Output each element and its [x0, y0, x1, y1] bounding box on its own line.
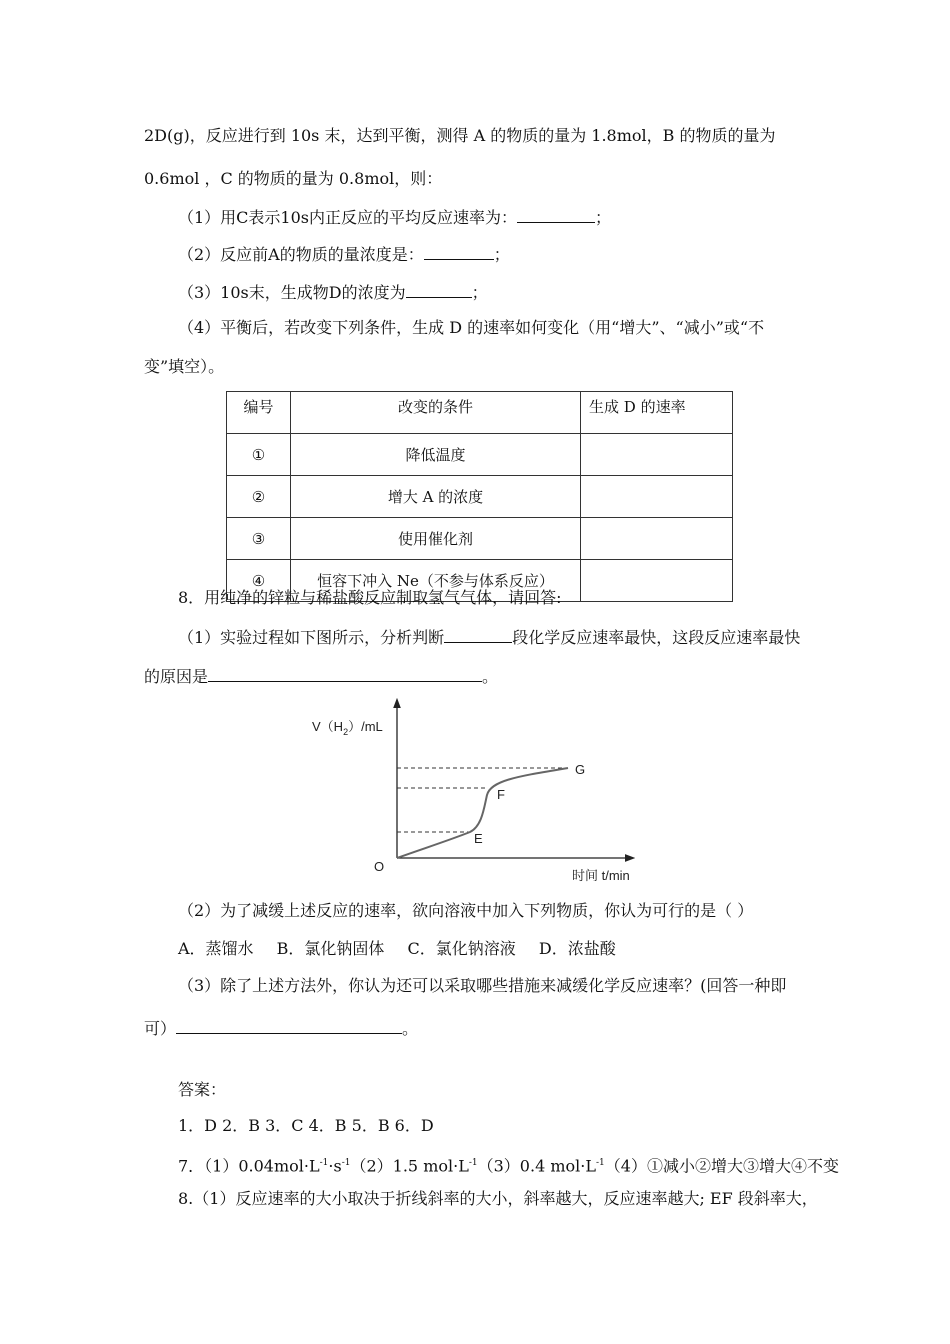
q7-sub1-blank[interactable]: [517, 206, 595, 223]
q7-sub4-line-2: 变”填空）。: [144, 357, 225, 376]
point-label-g: G: [575, 762, 586, 777]
option-c[interactable]: C．氯化钠溶液: [407, 939, 516, 958]
x-axis-label: 时间 t/min: [572, 868, 630, 883]
q7-sub1-end: ；: [595, 208, 612, 227]
q7-sub3-blank[interactable]: [406, 281, 472, 298]
answers-line-3: 8.（1）反应速率的大小取决于折线斜率的大小，斜率越大，反应速率越大; EF 段斜率大，: [178, 1189, 818, 1208]
answer-7-3: （3）0.4 mol·L: [477, 1156, 596, 1176]
option-d[interactable]: D．浓盐酸: [538, 939, 616, 958]
table-cell-number: ①: [227, 434, 291, 476]
answer-7-2: （2）1.5 mol·L: [350, 1156, 469, 1176]
answers-title: 答案：: [178, 1080, 227, 1099]
option-b[interactable]: B．氯化钠固体: [276, 939, 385, 958]
table-cell-number: ④: [227, 560, 291, 602]
table-cell-condition: 使用催化剂: [291, 518, 581, 560]
answer-7-3-exp: -1: [595, 1158, 605, 1168]
answer-7-1: 7．（1）0.04mol·L: [178, 1156, 320, 1176]
table-cell-condition: 降低温度: [291, 434, 581, 476]
answers-line-1: 1．D 2．B 3．C 4．B 5．B 6．D: [178, 1116, 434, 1135]
q8-title: 8．用纯净的锌粒与稀盐酸反应制取氢气气体，请回答:: [178, 588, 562, 607]
q8-sub3-blank[interactable]: [176, 1017, 402, 1034]
q8-sub1-blank-segment[interactable]: [444, 626, 512, 643]
q7-sub2-end: ；: [493, 245, 510, 264]
q8-sub3-text: 可）: [144, 1019, 177, 1038]
table-header-cell: 生成 D 的速率: [581, 392, 733, 434]
q8-sub3-line-2: [144, 1017, 418, 1039]
table-row: [227, 518, 733, 560]
q7-sub1-text: （1）用C表示10s内正反应的平均反应速率为：: [178, 208, 517, 227]
table-cell-number: ②: [227, 476, 291, 518]
q8-sub1-text-c: 的原因是: [144, 667, 209, 686]
table-header-row: [227, 392, 733, 434]
table-header-cell: 编号: [227, 392, 291, 434]
q8-sub1-line-2: [144, 665, 498, 687]
q8-sub2: （2）为了减缓上述反应的速率，欲向溶液中加入下列物质，你认为可行的是（ ）: [178, 901, 754, 920]
table-header-cell: 改变的条件: [291, 392, 581, 434]
table-cell-number: ③: [227, 518, 291, 560]
y-axis-label: $V(H_2)/mL$: [312, 719, 383, 737]
q8-sub3-line-1: （3）除了上述方法外，你认为还可以采取哪些措施来减缓化学反应速率？(回答一种即: [178, 976, 787, 995]
q7-sub4-line-1: （4）平衡后，若改变下列条件，生成 D 的速率如何变化（用“增大”、“减小”或“不: [178, 318, 765, 337]
q8-sub1-line-1: [178, 626, 800, 648]
answer-7-1-unit: ·s: [328, 1156, 342, 1176]
point-label-e: E: [474, 831, 483, 846]
table-cell-answer[interactable]: [581, 518, 733, 560]
q8-sub1-text-a: （1）实验过程如下图所示，分析判断: [178, 628, 445, 647]
condition-table: [226, 391, 733, 602]
answers-line-2: [178, 1153, 839, 1176]
q7-sub1: [178, 206, 611, 228]
q8-sub1-end: 。: [482, 667, 499, 686]
origin-label: O: [374, 859, 385, 874]
q7-line-1: 2D(g)，反应进行到 10s 末，达到平衡，测得 A 的物质的量为 1.8mol，B 的物质的量为: [144, 126, 776, 145]
option-a[interactable]: A．蒸馏水: [178, 939, 254, 958]
q8-sub1-blank-reason[interactable]: [208, 665, 482, 682]
q7-sub3: [178, 281, 488, 303]
table-cell-answer[interactable]: [581, 434, 733, 476]
q7-sub2: [178, 243, 510, 265]
table-cell-condition: 恒容下冲入 Ne（不参与体系反应）: [291, 560, 581, 602]
volume-time-graph: [290, 698, 650, 888]
q7-sub3-text: （3）10s末，生成物D的浓度为: [178, 283, 406, 302]
answer-7-4: （4）①减小②增大③增大④不变: [604, 1156, 839, 1176]
table-cell-condition: 增大 A 的浓度: [291, 476, 581, 518]
q8-sub1-text-b: 段化学反应速率最快，这段反应速率最快: [512, 628, 801, 647]
table-row: [227, 434, 733, 476]
q7-sub3-end: ；: [471, 283, 488, 302]
q8-sub3-end: 。: [402, 1019, 419, 1038]
table-row: [227, 476, 733, 518]
q7-sub2-blank[interactable]: [424, 243, 494, 260]
q7-line-2: 0.6mol ，C 的物质的量为 0.8mol，则：: [144, 169, 443, 188]
answer-7-1-exp: -1: [319, 1158, 329, 1168]
point-label-f: F: [497, 787, 505, 802]
answer-7-1-unit-exp: -1: [341, 1158, 351, 1168]
q8-options: [178, 939, 616, 959]
q7-sub2-text: （2）反应前A的物质的量浓度是：: [178, 245, 424, 264]
answer-7-2-exp: -1: [468, 1158, 478, 1168]
table-cell-answer[interactable]: [581, 476, 733, 518]
table-cell-answer[interactable]: [581, 560, 733, 602]
